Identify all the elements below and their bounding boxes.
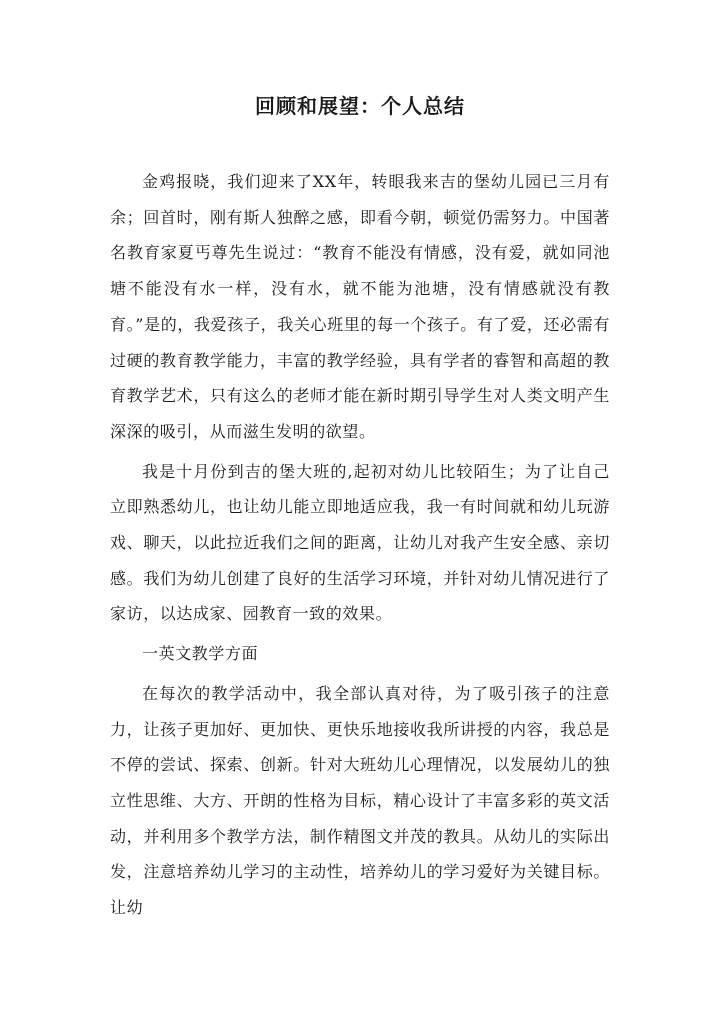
section-heading-english-teaching: 一英文教学方面	[142, 644, 259, 664]
document-title: 回顾和展望：个人总结	[255, 94, 465, 118]
paragraph-arrival: 我是十月份到吉的堡大班的,起初对幼儿比较陌生；为了让自己立即熟悉幼儿，也让幼儿能立即地适应我，我一有时间就和幼儿玩游戏、聊天，以此拉近我们之间的距离，让幼儿对我产生安全感、亲切感。我们为幼儿创建了良好的生活学习环境，并针对幼儿情况进行了家访，以达成家、园教育一致的效果。	[110, 461, 610, 624]
document-body	[110, 164, 610, 926]
paragraph-intro: 金鸡报晓，我们迎来了XX年，转眼我来吉的堡幼儿园已三月有余；回首时，刚有斯人独醉之感，即看今朝，顿觉仍需努力。中国著名教育家夏丐尊先生说过：“教育不能没有情感，没有爱，就如同池塘不能没有水一样，没有水，就不能为池塘，没有情感就没有教育。”是的，我爱孩子，我关心班里的每一个孩子。有了爱，还必需有过硬的教育教学能力，丰富的教学经验，具有学者的睿智和高超的教育教学艺术，只有这么的老师才能在新时期引导学生对人类文明产生深深的吸引，从而滋生发明的欲望。	[110, 172, 610, 441]
paragraph-teaching-activities: 在每次的教学活动中，我全部认真对待，为了吸引孩子的注意力，让孩子更加好、更加快、更快乐地接收我所讲授的内容，我总是不停的尝试、探索、创新。针对大班幼儿心理情况，以发展幼儿的独立性思维、大方、开朗的性格为目标，精心设计了丰富多彩的英文活动，并利用多个教学方法，制作精图文并茂的教具。从幼儿的实际出发，注意培养幼儿学习的主动性，培养幼儿的学习爱好为关键目标。让幼	[110, 683, 610, 918]
